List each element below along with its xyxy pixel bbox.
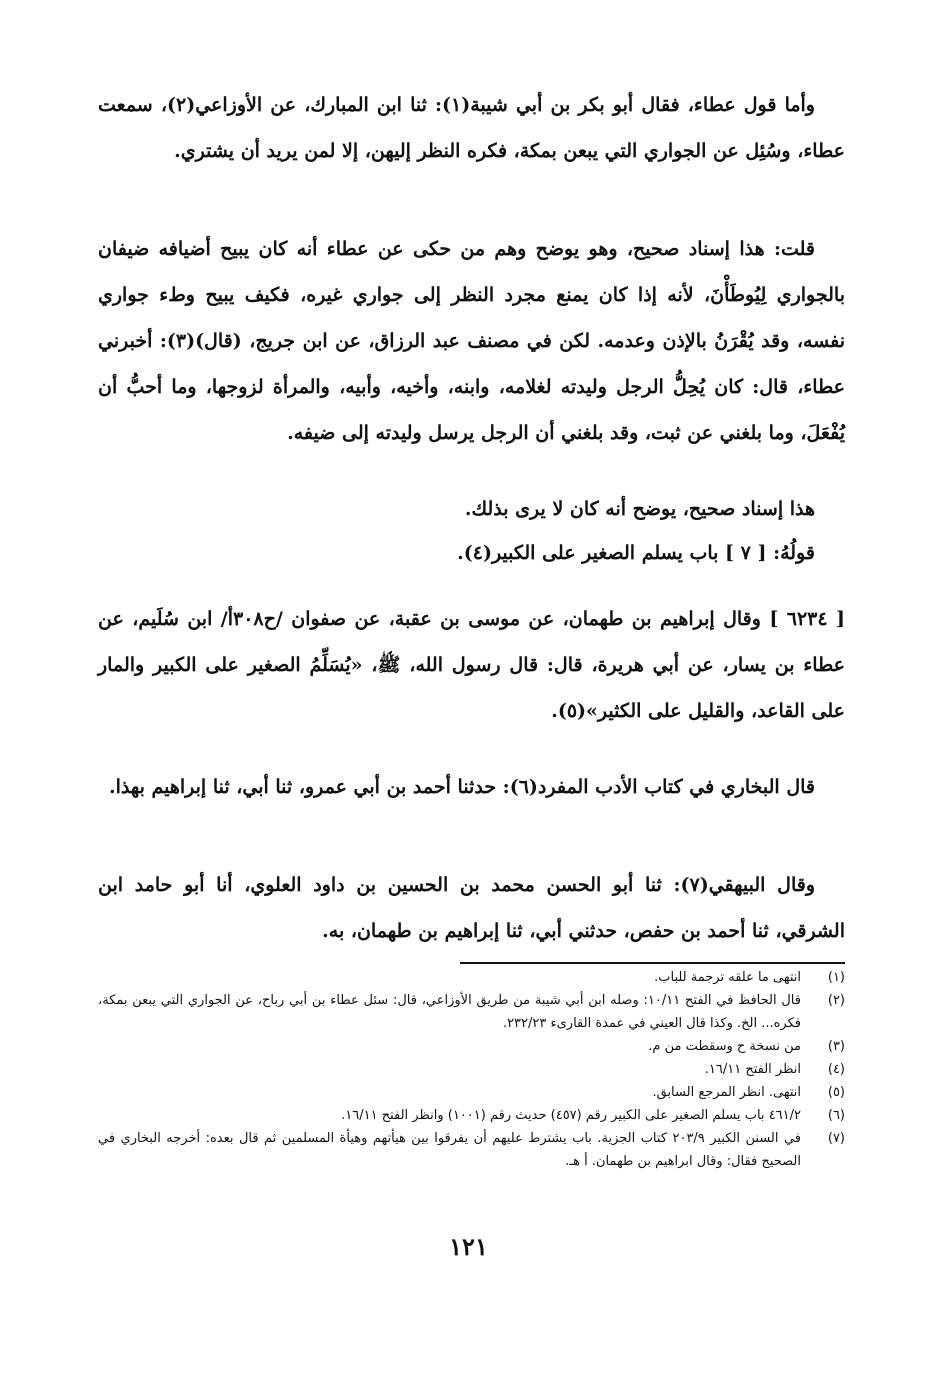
footnote-text: انتهى ما علقه ترجمة للباب. xyxy=(654,970,801,985)
footnote-number: (٣) xyxy=(827,1039,845,1054)
footnote-3 xyxy=(98,1035,845,1058)
footnote-7 xyxy=(98,1127,845,1173)
footnote-number: (٤) xyxy=(827,1062,845,1077)
footnote-text: في السنن الكبير ٢٠٣/٩ كتاب الجزية. باب يشترط عليهم أن يفرقوا بين هيأتهم وهيأة المسلمين ثم قال بعده: أخرجه البخاري في الصحيح فقال: وقال ابراهيم بن طهمان. أ هـ. xyxy=(98,1131,801,1169)
paragraph-ata-statement xyxy=(98,82,845,174)
footnote-number: (١) xyxy=(827,970,845,985)
footnote-number: (٥) xyxy=(827,1085,845,1100)
paragraph-qultu-commentary xyxy=(98,226,845,456)
paragraph-text: قال البخاري في كتاب الأدب المفرد(٦): حدثنا أحمد بن أبي عمرو، ثنا أبي، ثنا إبراهيم بهذا. xyxy=(108,776,815,798)
footnote-4 xyxy=(98,1058,845,1081)
paragraph-bukhari-adab xyxy=(98,764,845,810)
paragraph-isnad-sahih xyxy=(98,486,845,532)
footnote-6 xyxy=(98,1104,845,1127)
footnote-text: انتهى. انظر المرجع السابق. xyxy=(652,1085,801,1100)
footnote-separator xyxy=(460,962,845,964)
chapter-heading xyxy=(98,530,845,576)
paragraph-text: وأما قول عطاء، فقال أبو بكر بن أبي شيبة(١): ثنا ابن المبارك، عن الأوزاعي(٢)، سمعت عطاء، وسُئِل عن الجواري التي يبعن بمكة، فكره النظر إليهن، إلا لمن يريد أن يشتري. xyxy=(98,94,845,162)
hadith-text: [ ٦٢٣٤ ] وقال إبراهيم بن طهمان، عن موسى بن عقبة، عن صفوان /ح٣٠٨أ/ ابن سُلَيم، عن عطاء بن يسار، عن أبي هريرة، قال: قال رسول الله، ﷺ، «يُسَلِّمُ الصغير على الكبير والمار على القاعد، والقليل على الكثير»(٥). xyxy=(98,608,845,722)
footnote-1 xyxy=(98,966,845,989)
footnote-number: (٧) xyxy=(827,1131,845,1146)
footnote-5 xyxy=(98,1081,845,1104)
hadith-6234 xyxy=(98,596,845,734)
footnotes xyxy=(98,966,845,1173)
footnote-number: (٦) xyxy=(827,1108,845,1123)
footnote-text: قال الحافظ في الفتح ١٠/١١: وصله ابن أبي شيبة من طريق الأوزاعي، قال: سئل عطاء بن أبي رباح، عن الجواري التي يبعن بمكة، فكره... الخ. وكذا قال العيني في عمدة القارىء ٢٣٢/٢٣. xyxy=(98,993,801,1031)
paragraph-bayhaqi xyxy=(98,862,845,954)
footnote-text: من نسخة ح وسقطت من م. xyxy=(648,1039,801,1054)
footnote-number: (٢) xyxy=(827,993,845,1008)
footnote-2 xyxy=(98,989,845,1035)
page-number: ١٢١ xyxy=(449,1232,488,1261)
paragraph-text: هذا إسناد صحيح، يوضح أنه كان لا يرى بذلك. xyxy=(464,498,815,520)
paragraph-text: قلت: هذا إسناد صحيح، وهو يوضح وهم من حكى عن عطاء أنه كان يبيح أضيافه ضيفان بالجواري لِيُوطَأْنَ، لأنه إذا كان يمنع مجرد النظر إلى جواري غيره، فكيف يبيح وطء جواري نفسه، وقد يُقْرَنُ بالإذن وعدمه. لكن في مصنف عبد الرزاق، عن ابن جريج، (قال)(٣): أخبرني عطاء، قال: كان يُحِلُّ الرجل وليدته لغلامه، وابنه، وأخيه، وأبيه، والمرأة لزوجها، وما أحبُّ أن يُفْعَلَ، وما بلغني عن ثبت، وقد بلغني أن الرجل يرسل وليدته إلى ضيفه. xyxy=(98,238,845,444)
chapter-heading-text: قولُهُ: [ ٧ ] باب يسلم الصغير على الكبير(٤). xyxy=(457,542,815,564)
paragraph-text: وقال البيهقي(٧): ثنا أبو الحسن محمد بن الحسين بن داود العلوي، أنا أبو حامد ابن الشرقي، ثنا أحمد بن حفص، حدثني أبي، ثنا إبراهيم بن طهمان، به. xyxy=(98,874,845,942)
footnote-text: انظر الفتح ١٦/١١. xyxy=(704,1062,801,1077)
footnote-text: ٤٦١/٢ باب يسلم الصغير على الكبير رقم (٤٥٧) حديث رقم (١٠٠١) وانظر الفتح ١٦/١١. xyxy=(341,1108,801,1123)
